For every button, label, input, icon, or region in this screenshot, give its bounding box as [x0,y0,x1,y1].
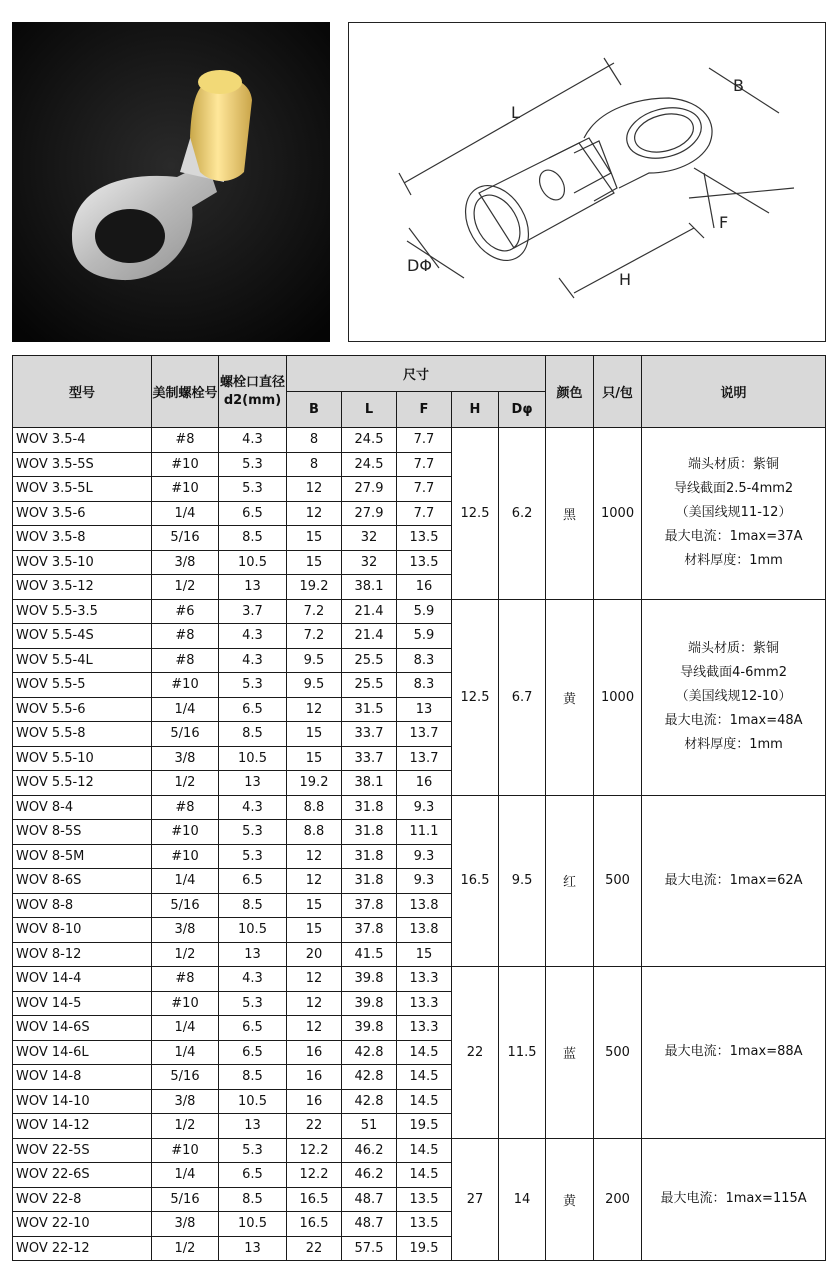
cell-model: WOV 8-5M [13,844,152,869]
cell-bolt-d2: 10.5 [219,550,287,575]
header-us-screw: 美制螺栓号 [152,356,219,428]
cell-model: WOV 14-4 [13,967,152,992]
cell-L: 37.8 [342,918,397,943]
cell-F: 5.9 [397,624,452,649]
cell-F: 16 [397,575,452,600]
cell-F: 14.5 [397,1089,452,1114]
cell-us-screw: 1/4 [152,1016,219,1041]
cell-B: 12 [287,967,342,992]
cell-us-screw: 3/8 [152,746,219,771]
cell-F: 13.5 [397,1212,452,1237]
cell-F: 13.5 [397,1187,452,1212]
cell-F: 14.5 [397,1065,452,1090]
cell-D: 14 [499,1138,546,1261]
cell-L: 24.5 [342,428,397,453]
cell-H: 12.5 [452,599,499,795]
cell-us-screw: 3/8 [152,918,219,943]
desc-line: 材料厚度：1mm [684,737,783,752]
cell-B: 8.8 [287,795,342,820]
cell-us-screw: 5/16 [152,526,219,551]
cell-model: WOV 5.5-4L [13,648,152,673]
desc-line: （美国线规11-12） [675,505,792,521]
cell-bolt-d2: 4.3 [219,648,287,673]
desc-line: 最大电流：1max=88A [664,1044,803,1060]
cell-B: 7.2 [287,599,342,624]
cell-us-screw: #10 [152,991,219,1016]
cell-F: 13.3 [397,967,452,992]
cell-us-screw: #10 [152,452,219,477]
cell-bolt-d2: 6.5 [219,1040,287,1065]
cell-B: 12 [287,991,342,1016]
cell-bolt-d2: 3.7 [219,599,287,624]
cell-bolt-d2: 4.3 [219,967,287,992]
cell-us-screw: 1/2 [152,1236,219,1261]
cell-L: 48.7 [342,1187,397,1212]
cell-model: WOV 3.5-5L [13,477,152,502]
cell-us-screw: 1/4 [152,1040,219,1065]
cell-us-screw: 1/4 [152,501,219,526]
header-bolt-d2-line1: 螺栓口直径 [219,374,285,390]
header-bolt-d2 [219,356,287,428]
cell-color: 黄 [546,599,594,795]
cell-model: WOV 8-12 [13,942,152,967]
cell-F: 14.5 [397,1163,452,1188]
cell-L: 32 [342,526,397,551]
cell-desc [642,1138,826,1261]
cell-F: 7.7 [397,501,452,526]
cell-B: 22 [287,1114,342,1139]
cell-B: 15 [287,550,342,575]
cell-bolt-d2: 6.5 [219,501,287,526]
cell-model: WOV 3.5-5S [13,452,152,477]
cell-bolt-d2: 13 [219,575,287,600]
cell-L: 37.8 [342,893,397,918]
label-H: H [619,270,632,289]
cell-L: 39.8 [342,991,397,1016]
cell-B: 12 [287,697,342,722]
cell-B: 12.2 [287,1138,342,1163]
desc-line: 最大电流：1max=62A [664,872,803,888]
cell-B: 15 [287,526,342,551]
ring-terminal-photo [12,22,330,342]
cell-pcs: 200 [594,1138,642,1261]
cell-bolt-d2: 8.5 [219,526,287,551]
cell-bolt-d2: 13 [219,1236,287,1261]
cell-B: 12 [287,501,342,526]
cell-L: 51 [342,1114,397,1139]
cell-model: WOV 14-12 [13,1114,152,1139]
cell-D: 9.5 [499,795,546,967]
desc-line: 端头材质：紫铜 [688,641,780,656]
cell-F: 13 [397,697,452,722]
cell-F: 13.3 [397,1016,452,1041]
spec-table [12,355,826,1261]
cell-bolt-d2: 8.5 [219,893,287,918]
cell-model: WOV 3.5-12 [13,575,152,600]
desc-line: 最大电流：1max=48A [664,713,803,728]
cell-F: 14.5 [397,1040,452,1065]
cell-F: 7.7 [397,428,452,453]
product-photo [12,22,330,342]
cell-L: 25.5 [342,648,397,673]
cell-D: 11.5 [499,967,546,1139]
table-row [13,599,826,624]
header-F: F [397,392,452,428]
cell-us-screw: 5/16 [152,1187,219,1212]
cell-L: 21.4 [342,624,397,649]
cell-B: 16.5 [287,1187,342,1212]
cell-model: WOV 3.5-4 [13,428,152,453]
cell-model: WOV 8-4 [13,795,152,820]
cell-us-screw: 1/2 [152,575,219,600]
cell-B: 8.8 [287,820,342,845]
cell-L: 41.5 [342,942,397,967]
cell-B: 9.5 [287,648,342,673]
cell-L: 27.9 [342,501,397,526]
cell-model: WOV 5.5-6 [13,697,152,722]
cell-us-screw: 1/4 [152,869,219,894]
cell-us-screw: 5/16 [152,722,219,747]
header-D: Dφ [499,392,546,428]
desc-line: 材料厚度：1mm [684,553,783,569]
header-color: 颜色 [546,356,594,428]
cell-B: 12.2 [287,1163,342,1188]
cell-us-screw: #8 [152,428,219,453]
cell-H: 27 [452,1138,499,1261]
cell-bolt-d2: 6.5 [219,697,287,722]
cell-B: 19.2 [287,575,342,600]
desc-line: （美国线规12-10） [675,689,792,704]
cell-bolt-d2: 10.5 [219,1212,287,1237]
cell-desc [642,599,826,795]
cell-bolt-d2: 10.5 [219,1089,287,1114]
cell-bolt-d2: 5.3 [219,844,287,869]
cell-B: 12 [287,844,342,869]
cell-model: WOV 22-6S [13,1163,152,1188]
cell-L: 46.2 [342,1138,397,1163]
cell-model: WOV 22-10 [13,1212,152,1237]
cell-F: 13.3 [397,991,452,1016]
cell-model: WOV 22-12 [13,1236,152,1261]
cell-B: 15 [287,722,342,747]
cell-bolt-d2: 5.3 [219,477,287,502]
cell-F: 13.8 [397,918,452,943]
cell-us-screw: 1/4 [152,697,219,722]
cell-L: 46.2 [342,1163,397,1188]
cell-us-screw: 1/2 [152,1114,219,1139]
cell-pcs: 500 [594,795,642,967]
header-L: L [342,392,397,428]
cell-B: 16 [287,1040,342,1065]
cell-model: WOV 5.5-8 [13,722,152,747]
cell-us-screw: #10 [152,844,219,869]
cell-bolt-d2: 6.5 [219,1016,287,1041]
cell-bolt-d2: 8.5 [219,1065,287,1090]
cell-bolt-d2: 5.3 [219,452,287,477]
cell-model: WOV 5.5-4S [13,624,152,649]
cell-B: 15 [287,746,342,771]
cell-bolt-d2: 5.3 [219,991,287,1016]
cell-us-screw: #8 [152,624,219,649]
cell-B: 15 [287,918,342,943]
cell-L: 42.8 [342,1065,397,1090]
desc-line: 端头材质：紫铜 [688,457,780,473]
cell-D: 6.2 [499,428,546,600]
cell-F: 8.3 [397,673,452,698]
cell-B: 16.5 [287,1212,342,1237]
cell-us-screw: 5/16 [152,893,219,918]
cell-L: 33.7 [342,746,397,771]
cell-pcs: 500 [594,967,642,1139]
cell-us-screw: #10 [152,1138,219,1163]
cell-L: 21.4 [342,599,397,624]
cell-B: 19.2 [287,771,342,796]
cell-F: 13.7 [397,746,452,771]
cell-us-screw: #8 [152,967,219,992]
cell-model: WOV 5.5-10 [13,746,152,771]
table-row [13,428,826,453]
table-row [13,967,826,992]
cell-L: 39.8 [342,967,397,992]
cell-us-screw: 3/8 [152,550,219,575]
cell-us-screw: #8 [152,648,219,673]
cell-B: 12 [287,869,342,894]
label-B: B [733,76,744,95]
cell-F: 9.3 [397,795,452,820]
cell-desc [642,428,826,600]
cell-L: 31.8 [342,795,397,820]
cell-color: 黑 [546,428,594,600]
cell-B: 8 [287,452,342,477]
cell-bolt-d2: 13 [219,1114,287,1139]
cell-F: 13.5 [397,550,452,575]
cell-B: 20 [287,942,342,967]
cell-F: 8.3 [397,648,452,673]
cell-bolt-d2: 13 [219,942,287,967]
cell-bolt-d2: 4.3 [219,795,287,820]
header-dimensions: 尺寸 [287,356,546,392]
label-L: L [511,103,520,122]
cell-bolt-d2: 6.5 [219,1163,287,1188]
cell-model: WOV 3.5-8 [13,526,152,551]
cell-model: WOV 14-6S [13,1016,152,1041]
cell-bolt-d2: 4.3 [219,624,287,649]
cell-F: 19.5 [397,1114,452,1139]
header-bolt-d2-line2: d2(mm) [223,392,282,408]
cell-us-screw: 3/8 [152,1089,219,1114]
cell-L: 57.5 [342,1236,397,1261]
header-B: B [287,392,342,428]
cell-model: WOV 14-5 [13,991,152,1016]
cell-model: WOV 3.5-10 [13,550,152,575]
cell-bolt-d2: 10.5 [219,918,287,943]
cell-F: 13.5 [397,526,452,551]
cell-L: 31.8 [342,869,397,894]
cell-us-screw: 1/2 [152,942,219,967]
label-D: DΦ [407,256,432,275]
cell-us-screw: #10 [152,673,219,698]
cell-F: 13.7 [397,722,452,747]
header-H: H [452,392,499,428]
cell-bolt-d2: 4.3 [219,428,287,453]
cell-L: 31.8 [342,820,397,845]
cell-F: 9.3 [397,869,452,894]
cell-L: 38.1 [342,771,397,796]
cell-F: 7.7 [397,477,452,502]
cell-model: WOV 8-8 [13,893,152,918]
cell-L: 24.5 [342,452,397,477]
cell-model: WOV 14-6L [13,1040,152,1065]
cell-H: 22 [452,967,499,1139]
cell-H: 16.5 [452,795,499,967]
cell-B: 15 [287,893,342,918]
table-row [13,1138,826,1163]
cell-B: 16 [287,1089,342,1114]
header-desc: 说明 [642,356,826,428]
cell-L: 31.8 [342,844,397,869]
cell-B: 12 [287,477,342,502]
cell-bolt-d2: 10.5 [219,746,287,771]
cell-F: 7.7 [397,452,452,477]
cell-F: 14.5 [397,1138,452,1163]
cell-F: 15 [397,942,452,967]
cell-model: WOV 8-5S [13,820,152,845]
cell-L: 27.9 [342,477,397,502]
cell-L: 38.1 [342,575,397,600]
cell-model: WOV 22-5S [13,1138,152,1163]
cell-B: 8 [287,428,342,453]
cell-desc [642,795,826,967]
cell-F: 19.5 [397,1236,452,1261]
cell-F: 16 [397,771,452,796]
ring-terminal-diagram [349,23,825,341]
cell-color: 蓝 [546,967,594,1139]
cell-F: 5.9 [397,599,452,624]
cell-B: 12 [287,1016,342,1041]
cell-B: 9.5 [287,673,342,698]
cell-L: 42.8 [342,1089,397,1114]
cell-L: 39.8 [342,1016,397,1041]
cell-B: 22 [287,1236,342,1261]
cell-color: 红 [546,795,594,967]
cell-model: WOV 5.5-3.5 [13,599,152,624]
cell-L: 42.8 [342,1040,397,1065]
dimension-drawing [348,22,826,342]
table-row [13,795,826,820]
cell-F: 9.3 [397,844,452,869]
cell-model: WOV 22-8 [13,1187,152,1212]
cell-us-screw: #10 [152,820,219,845]
cell-desc [642,967,826,1139]
cell-us-screw: #8 [152,795,219,820]
cell-pcs: 1000 [594,428,642,600]
cell-model: WOV 8-6S [13,869,152,894]
cell-model: WOV 3.5-6 [13,501,152,526]
cell-bolt-d2: 8.5 [219,1187,287,1212]
cell-us-screw: #6 [152,599,219,624]
cell-model: WOV 14-8 [13,1065,152,1090]
cell-B: 16 [287,1065,342,1090]
desc-line: 导线截面2.5-4mm2 [673,481,794,497]
cell-F: 11.1 [397,820,452,845]
cell-bolt-d2: 13 [219,771,287,796]
cell-bolt-d2: 6.5 [219,869,287,894]
cell-D: 6.7 [499,599,546,795]
cell-model: WOV 14-10 [13,1089,152,1114]
cell-bolt-d2: 8.5 [219,722,287,747]
cell-L: 32 [342,550,397,575]
cell-color: 黄 [546,1138,594,1261]
desc-line: 最大电流：1max=115A [660,1191,807,1207]
cell-L: 25.5 [342,673,397,698]
header-pcs: 只/包 [594,356,642,428]
cell-model: WOV 5.5-5 [13,673,152,698]
label-F: F [719,213,729,232]
cell-us-screw: 1/4 [152,1163,219,1188]
spec-table-body [13,428,826,1261]
cell-us-screw: 1/2 [152,771,219,796]
cell-L: 31.5 [342,697,397,722]
cell-bolt-d2: 5.3 [219,820,287,845]
cell-us-screw: 3/8 [152,1212,219,1237]
cell-model: WOV 5.5-12 [13,771,152,796]
desc-line: 导线截面4-6mm2 [680,665,787,680]
cell-model: WOV 8-10 [13,918,152,943]
cell-B: 7.2 [287,624,342,649]
cell-L: 48.7 [342,1212,397,1237]
cell-F: 13.8 [397,893,452,918]
header-model: 型号 [13,356,152,428]
cell-us-screw: #10 [152,477,219,502]
desc-line: 最大电流：1max=37A [664,529,803,545]
cell-bolt-d2: 5.3 [219,673,287,698]
cell-pcs: 1000 [594,599,642,795]
cell-L: 33.7 [342,722,397,747]
cell-us-screw: 5/16 [152,1065,219,1090]
cell-bolt-d2: 5.3 [219,1138,287,1163]
cell-H: 12.5 [452,428,499,600]
